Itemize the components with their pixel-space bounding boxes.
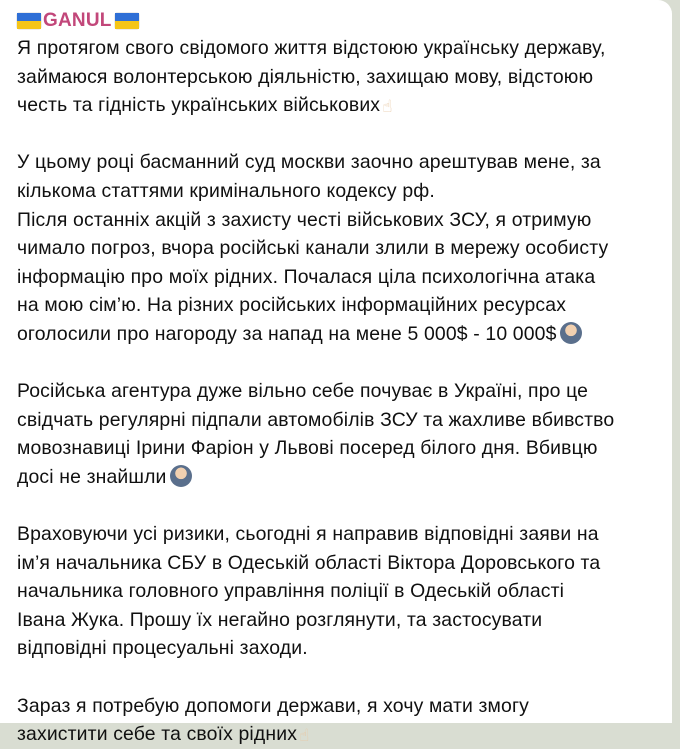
message-line: на мою сім’ю. На різних російських інформаційних ресурсах <box>17 294 567 317</box>
message-line: Івана Жука. Прошу їх негайно розглянути, та застосувати <box>17 608 543 631</box>
man-shrugging-icon <box>560 322 582 344</box>
message-line: досі не знайшли <box>17 465 167 488</box>
message-sender[interactable] <box>17 8 672 34</box>
index-pointing-up-icon: ☝ <box>299 726 310 747</box>
message-line: захистити себе та своїх рідних <box>17 723 298 746</box>
ukraine-flag-icon <box>17 13 41 29</box>
man-shrugging-icon <box>170 465 192 487</box>
message-paragraph <box>17 692 672 749</box>
message-line: У цьому році басманний суд москви заочно арештував мене, за <box>17 151 601 174</box>
message-line: Я протягом свого свідомого життя відстоюю українську державу, <box>17 37 606 59</box>
paragraph-spacer <box>17 492 672 521</box>
message-line: честь та гідність українських військових <box>17 94 381 117</box>
message-line: Враховуючи усі ризики, сьогодні я направив відповідні заяви на <box>17 523 599 546</box>
message-line: інформацію про моїх рідних. Почалася ціла психологічна атака <box>17 265 596 288</box>
sender-name: GANUL <box>43 10 112 31</box>
message-paragraph <box>17 34 672 120</box>
message-line: мовознавиці Ірини Фаріон у Львові посеред білого дня. Вбивцю <box>17 437 598 460</box>
message-paragraph <box>17 520 672 663</box>
message-line: займаюся волонтерською діяльністю, захищаю мову, відстоюю <box>17 65 594 88</box>
index-pointing-up-icon: ☝ <box>382 97 393 118</box>
message-text <box>17 34 672 749</box>
message-line: відповідні процесуальні заходи. <box>17 637 308 660</box>
message-paragraph <box>17 377 672 491</box>
paragraph-spacer <box>17 120 672 149</box>
message-line: свідчать регулярні підпали автомобілів ЗСУ та жахливе вбивство <box>17 408 615 431</box>
message-line: Після останніх акцій з захисту честі військових ЗСУ, я отримую <box>17 208 592 231</box>
message-line: чимало погроз, вчора російські канали злили в мережу особисту <box>17 237 609 260</box>
message-paragraph <box>17 148 672 348</box>
message-line: Російська агентура дуже вільно себе почуває в Україні, про це <box>17 380 589 403</box>
paragraph-spacer <box>17 349 672 378</box>
message-line: Зараз я потребую допомоги держави, я хочу мати змогу <box>17 694 530 717</box>
ukraine-flag-icon <box>115 13 139 29</box>
message-line: кількома статтями кримінального кодексу рф. <box>17 179 435 202</box>
paragraph-spacer <box>17 663 672 692</box>
message-line: оголосили про нагороду за напад на мене 5 000$ - 10 000$ <box>17 322 557 345</box>
message-line: начальника головного управління поліції в Одеській області <box>17 580 565 603</box>
message-line: ім’я начальника СБУ в Одеській області Віктора Доровського та <box>17 551 601 574</box>
